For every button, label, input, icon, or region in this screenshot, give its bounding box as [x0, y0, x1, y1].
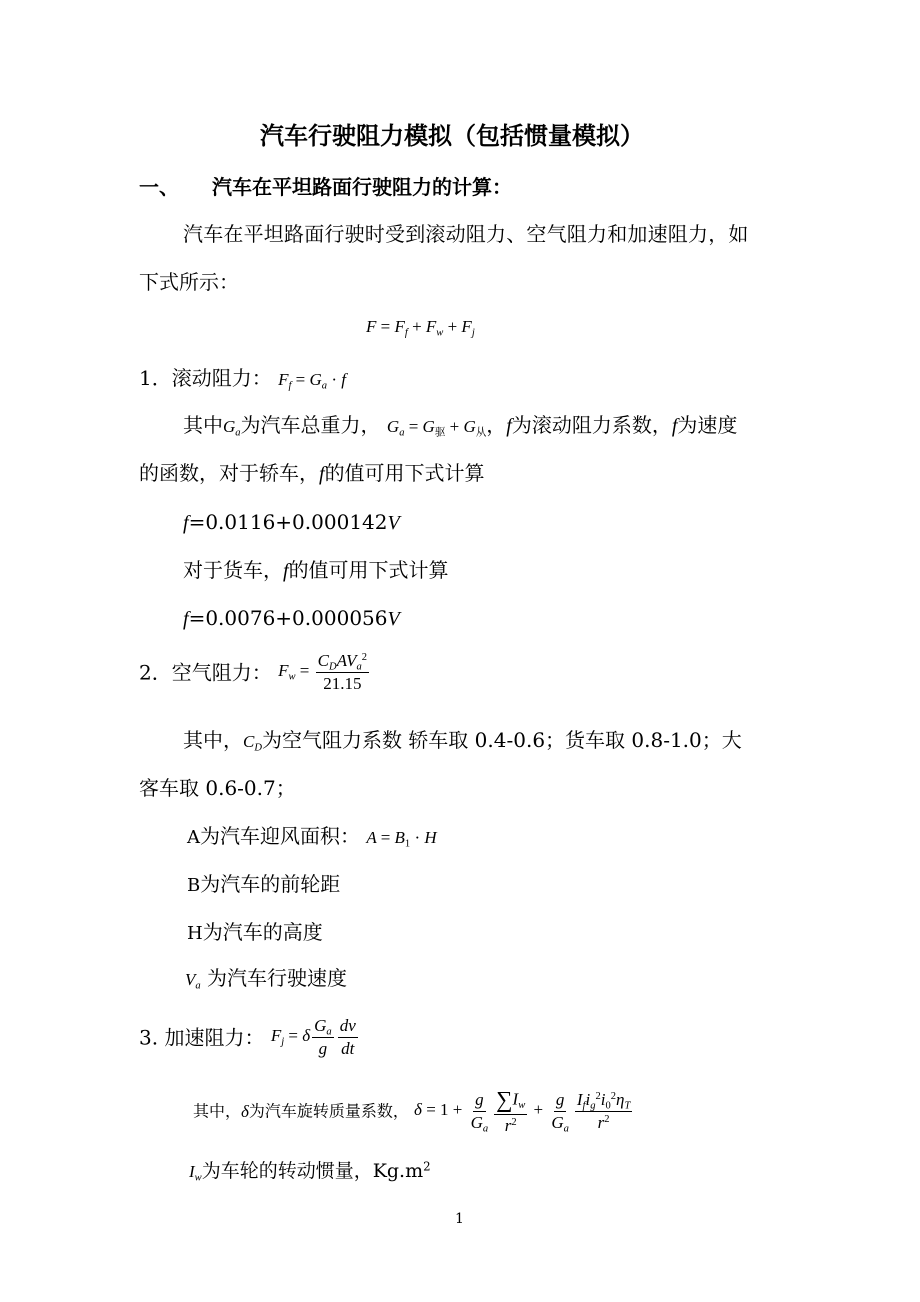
- air-desc-line-2: 客车取 0.6-0.7；: [139, 776, 296, 800]
- height-line: [187, 922, 323, 943]
- accel-resistance-formula: $F_j = \delta$ $\frac{G_a}{g}$ $\frac{dv}{dt}$: [270, 1016, 356, 1058]
- wheel-inertia-line: $I_w$为车轮的转动惯量，$Kg.m^2$: [189, 1159, 431, 1184]
- truck-coefficient-formula: f=0.0076+0.000056V: [183, 606, 400, 630]
- height-symbol: H: [187, 923, 203, 944]
- rotating-desc-a: 其中，: [193, 1101, 242, 1121]
- speed-line: $V_a$ 为汽车行驶速度: [185, 966, 348, 992]
- wheel-inertia-desc: 为车轮的转动惯量，Kg.m: [201, 1160, 424, 1182]
- height-desc: 为汽车的高度: [202, 920, 323, 944]
- symbol-f-3: f: [319, 463, 325, 485]
- total-resistance-formula: $F = F_f + F_w + F_j$: [366, 317, 475, 339]
- rolling-desc-line2-b: 的值可用下式计算: [324, 461, 485, 485]
- car-formula-text: =0.0116+0.000142: [188, 510, 388, 534]
- gravity-sum-formula: $G_a = G_驱 + G_从$: [386, 417, 487, 439]
- rolling-desc-d: 为速度: [677, 413, 738, 437]
- track-width-line: [187, 874, 340, 895]
- area-symbol: A: [187, 827, 200, 848]
- wheel-inertia-unit-exponent: 2: [423, 1159, 431, 1174]
- rolling-resistance-formula: $F_f = G_a \cdot f$: [278, 370, 346, 392]
- section-number: 一、: [139, 175, 179, 199]
- rolling-desc-line-1: 其中$G_a$为汽车总重力， $G_a = G_驱 + G_从$，f为滚动阻力系数，f为速度: [183, 413, 738, 439]
- truck-formula-text: =0.0076+0.000056: [188, 606, 388, 630]
- truck-desc-a: 对于货车，: [183, 558, 283, 582]
- accel-resistance-heading: [139, 1017, 360, 1058]
- intro-line-1: 汽车在平坦路面行驶时受到滚动阻力、空气阻力和加速阻力，如: [183, 222, 749, 246]
- air-resistance-formula: $F_w$ = $\frac{C_DAV_a^2}{21.15}$: [278, 651, 368, 693]
- rolling-resistance-heading: [139, 366, 346, 392]
- rolling-desc-a: 其中: [183, 413, 223, 437]
- car-coefficient-formula: f=0.0116+0.000142V: [183, 510, 400, 534]
- rolling-desc-b: 为汽车总重力，: [240, 413, 381, 437]
- track-symbol: B: [187, 875, 201, 896]
- area-formula: $A = B_1 \cdot H$: [366, 828, 437, 850]
- symbol-f: f: [506, 415, 512, 437]
- air-resistance-label: 2．空气阻力：: [139, 660, 272, 685]
- rolling-desc-line-2: [139, 463, 485, 484]
- symbol-ga: $G_a$: [223, 417, 241, 439]
- rotating-mass-line: 其中，δ为汽车旋转质量系数， δ = 1 + $\frac{g}{G_a}$ $\frac{\sum I_w}{r^2}$ + $\frac{g}{G_a}$ $\frac{I_fi_g^2i_0^2\eta_T}{r^2}$: [193, 1088, 634, 1135]
- intro-line-2: 下式所示：: [139, 270, 239, 294]
- track-desc: 为汽车的前轮距: [200, 872, 341, 896]
- section-heading: [139, 177, 512, 197]
- rolling-resistance-label: 1．滚动阻力：: [139, 366, 272, 390]
- section-title: 汽车在平坦路面行驶阻力的计算：: [211, 175, 512, 199]
- air-resistance-heading: [139, 652, 371, 693]
- rolling-desc-c: 为滚动阻力系数，: [511, 413, 672, 437]
- rolling-desc-line2-a: 的函数，对于轿车，: [139, 461, 319, 485]
- page-title: 汽车行驶阻力模拟（包括惯量模拟）: [260, 121, 644, 150]
- sub-drive: 驱: [434, 427, 446, 439]
- area-desc: 为汽车迎风面积：: [200, 824, 360, 848]
- air-denominator: 21.15: [323, 673, 362, 693]
- rotating-desc-b: 为汽车旋转质量系数，: [248, 1101, 409, 1121]
- air-desc-a: 其中，: [183, 728, 243, 752]
- truck-desc-b: 的值可用下式计算: [288, 558, 449, 582]
- air-desc-b: 为空气阻力系数 轿车取 0.4-0.6；货车取 0.8-1.0；大: [261, 728, 742, 752]
- frontal-area-line: [187, 824, 437, 850]
- symbol-f-2: f: [671, 415, 678, 437]
- speed-desc: 为汽车行驶速度: [207, 966, 348, 990]
- page-number: 1: [455, 1211, 464, 1227]
- truck-desc-line: 对于货车，f的值可用下式计算: [183, 558, 449, 582]
- air-desc-line-1: 其中，$C_D$为空气阻力系数 轿车取 0.4-0.6；货车取 0.8-1.0；大: [183, 728, 742, 754]
- rotating-mass-formula: δ = 1 + $\frac{g}{G_a}$ $\frac{\sum I_w}{r^2}$ + $\frac{g}{G_a}$ $\frac{I_fi_g^2i_0^2\eta_T}{r^2}$: [414, 1087, 631, 1136]
- accel-resistance-label: 3. 加速阻力：: [139, 1025, 265, 1050]
- sub-driven: 从: [475, 427, 487, 439]
